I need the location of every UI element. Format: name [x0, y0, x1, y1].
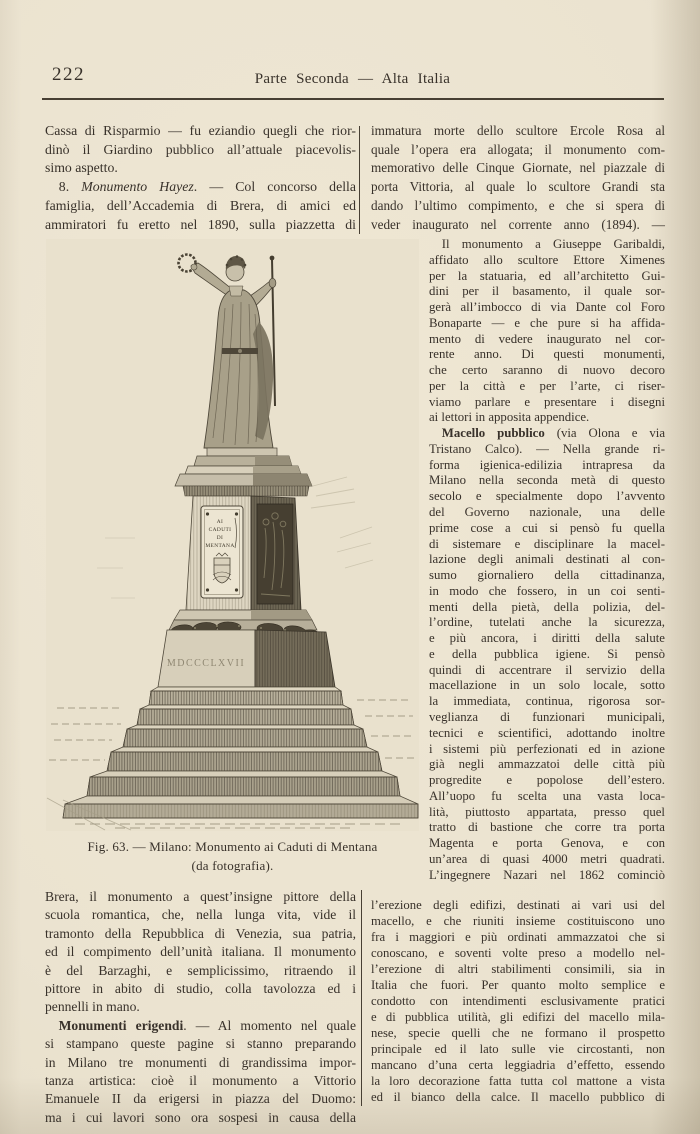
text-line: viamo parlare e presentare i disegni [429, 394, 665, 409]
text-line: Magenta e porta Genova, e con [429, 836, 665, 851]
text-line: un’area di quasi 4000 metri quadrati. [429, 851, 665, 866]
text-line: tratto di bastione che corre tra porta [429, 820, 665, 835]
text-line: prime cose a cui si pensò fu quella [429, 520, 665, 535]
text-line: pittore in abito di studio, colla tavolozza ed i [45, 981, 356, 997]
text-line: Tristano Calco). — Nella grande ri- [429, 441, 665, 456]
text-line: per la statuaria, ed all’architetto Gui- [429, 268, 665, 283]
text-line: menti della pietà, della polizia, del- [429, 599, 665, 614]
text-line: Monumenti erigendi. — Al momento nel quale [58, 1017, 356, 1033]
text-line: dinò il Giardino pubblico all’attuale piacevolis- [45, 141, 356, 157]
plaque-line-3: DI [216, 535, 224, 541]
monument-base [158, 610, 335, 687]
text-line: Cassa di Risparmio — fu eziandio quegli che rior- [45, 123, 356, 138]
text-line: L’ingegnere Nazari nel 1862 cominciò [429, 867, 665, 882]
text-line: ammiratori fu eretto nel 1890, sulla piazzetta di [45, 216, 356, 232]
text-line: mancano d’una certa leggiadria d’effetto, essendo [371, 1058, 665, 1072]
plaque-line-1: AI [216, 519, 224, 525]
text-line: l’erezione degli edifizi, destinati ai vari usi del [371, 898, 665, 912]
statue-hand [191, 264, 197, 270]
text-line: memorativo delle Cinque Giornate, nel piazzale di [371, 160, 665, 176]
header-rule [42, 98, 664, 100]
figure-caption [45, 838, 420, 875]
pedestal [175, 466, 312, 610]
text-line: si stampano queste pagine si stanno preparando [45, 1036, 356, 1052]
text-line: sumo giornaliero della cittadinanza, [429, 568, 665, 583]
text-line: la immediata, continua, rigorosa sor- [429, 694, 665, 709]
text-line: Macello pubblico (via Olona e via [441, 426, 666, 441]
text-line: dando l’ultimo compimento, e che si spera di [371, 197, 665, 213]
text-line: che certo saranno di nuovo decoro [429, 363, 665, 378]
text-line: e della pubblica igiene. Si pensò [429, 646, 665, 661]
text-line: veglianza di funzionari municipali, [429, 709, 665, 724]
text-line: l’erezione di altri stabilimenti consimili, sia in [371, 962, 665, 976]
right-column-bottom-text [371, 897, 665, 1105]
figure-caption-line2: (da fotografia). [191, 857, 274, 873]
plaque-line-4: MENTANA [205, 543, 235, 549]
text-line: simo aspetto. [45, 160, 118, 176]
text-line: in modo che fossero, in un coi senti- [429, 583, 665, 598]
text-line: ed il compimento dell’unità italiana. Il monumento [45, 944, 356, 960]
figure-caption-line1: Fig. 63. — Milano: Monumento ai Caduti di Mentana [87, 839, 378, 854]
text-line: affidato allo scultore Ettore Ximenes [429, 252, 665, 267]
text-line: e di pubblica utilità, gli edifizi del macello mila- [371, 1010, 665, 1024]
text-line: mento di vedere inaugurato nel cor- [429, 331, 665, 346]
text-line: conoscano, e soventi volte preso a modello nel- [371, 946, 665, 960]
text-line: quale l’opera era allogata; il monumento com- [371, 141, 665, 157]
statue-plinth-shade [255, 456, 292, 466]
text-line: ai lettori in apposita appendice. [429, 410, 590, 425]
text-line: macello, e che riuniti insieme costituiscono uno [371, 914, 665, 928]
right-column-top-text [371, 122, 665, 234]
text-line: ma i cui lavori sono ora sospesi in causa della [45, 1109, 356, 1125]
text-line: veder inaugurato nel corrente anno (1894). — [371, 216, 665, 232]
text-line: nese, specie quelli che ne formano il prospetto [371, 1026, 665, 1040]
staff-knob [270, 256, 275, 261]
text-line: scuola romantica, che, nella lunga vita, vide il [45, 907, 356, 923]
text-line: tramonto della Repubblica di Venezia, sua patria, [45, 925, 356, 941]
relief-panel [257, 504, 293, 604]
text-line: fra i maggiori e più ordinati ammazzatoi che si [371, 930, 665, 944]
text-line: pennelli in mano. [45, 999, 140, 1015]
running-title: Parte Seconda — Alta Italia [254, 71, 451, 87]
text-line: Bonaparte — e che pure si ha affida- [429, 315, 665, 330]
text-line: condotto con intendimenti esclusivamente pratici [371, 994, 665, 1008]
text-line: per la città e per l’arte, ci riser- [429, 378, 665, 393]
text-line: e più ancora, i diritti della salute [429, 631, 665, 646]
left-column-bottom-text [45, 888, 356, 1127]
text-line: All’uopo fu scelta una vasta loca- [429, 788, 665, 803]
base-platform-top [65, 796, 418, 804]
text-line: progredite e popolose dell’estero. [429, 773, 665, 788]
text-line: Italia che fuori. Per quanto molto semplice e [371, 978, 665, 992]
text-line: immatura morte dello scultore Ercole Rosa al [371, 123, 665, 138]
page-number: 222 [52, 64, 85, 85]
text-line: è del Barzaghi, e semplicissimo, ritraendo il [45, 962, 356, 978]
text-line: Emanuele II da erigersi in piazza del Duomo: [45, 1091, 356, 1107]
text-line: Il monumento a Giuseppe Garibaldi, [429, 237, 665, 251]
memorial-plaque [201, 506, 243, 598]
belt-buckle [238, 349, 242, 353]
text-line: tanza artistica: cioè il monumento a Vittorio [45, 1073, 356, 1089]
statue-neck [229, 286, 243, 296]
text-line: 8. Monumento Hayez. — Col concorso della [45, 179, 356, 195]
column-divider-top [359, 126, 360, 234]
text-line: famiglia, dell’Accademia di Brera, di amici ed [45, 197, 356, 213]
text-line: già negli ammazzatoi delle città più [429, 757, 665, 772]
text-line: tecnici e scientifici, adottando inoltre [429, 725, 665, 740]
text-line: porta Vittoria, al quale lo scultore Grandi sta [371, 179, 665, 195]
text-line: in Milano tre monumenti di grandissima impor- [45, 1054, 356, 1070]
right-column-narrow-text [429, 237, 665, 883]
text-line: la loro decorazione fatta tutta col mattone a vista [371, 1074, 665, 1088]
text-line: lazione degli animali destinati al con- [429, 552, 665, 567]
text-line: ed il bianco della calce. Il macello pubblico di [371, 1090, 665, 1104]
base-inscription: MDCCCLXVII [166, 658, 246, 669]
text-line: lità, piuttosto appartata, presso quel [429, 804, 665, 819]
statue-plinth-upper [207, 448, 277, 456]
monument-illustration [45, 238, 420, 832]
text-line: dini per il basamento, il quale sor- [429, 284, 665, 299]
text-line: secolo e specialmente dopo l’avvento [429, 489, 665, 504]
column-divider-bottom [361, 890, 362, 1106]
text-line: Milano nella seconda metà di questo [429, 473, 665, 488]
text-line: gerà all’imbocco di via Dante col Foro [429, 300, 665, 315]
text-line: l’ordine, tutelati anche la sicurezza, [429, 615, 665, 630]
text-line: i sistemi più perfezionati ed in azione [429, 741, 665, 756]
text-line: Brera, il monumento a quest’insigne pittore della [45, 889, 356, 904]
text-line: di sistemare e disciplinare la macel- [429, 536, 665, 551]
text-line: rente anno. Di questi monumenti, [429, 347, 665, 362]
text-line: macellazione in un solo locale, sotto [429, 678, 665, 693]
figure-63 [45, 238, 420, 875]
text-line: quindi di accentrare il servizio della [429, 662, 665, 677]
text-line: forma igienica-edilizia intrapresa da [429, 457, 665, 472]
left-column-top-text [45, 122, 356, 234]
statue-grip-hand [269, 278, 276, 287]
text-line: del Governo nazionale, una delle [429, 505, 665, 520]
plaque-line-2: CADUTI [208, 527, 232, 533]
text-line: principale ed il lato sulle vie circostanti, non [371, 1042, 665, 1056]
